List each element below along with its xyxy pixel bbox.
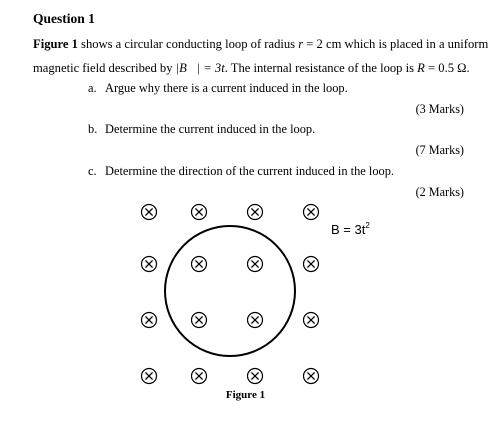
circle-cross-into-page-icon xyxy=(192,205,207,220)
radius-symbol: r xyxy=(298,37,304,51)
circle-cross-into-page-icon xyxy=(248,205,263,220)
field-equation-label xyxy=(331,221,370,237)
circle-cross-into-page-icon xyxy=(248,313,263,328)
circle-cross-into-page-icon xyxy=(192,313,207,328)
part-c-marks: (2 Marks) xyxy=(415,185,464,199)
part-a-marks: (3 Marks) xyxy=(415,102,464,116)
conducting-loop xyxy=(165,226,295,356)
field-equation-base: B = 3t xyxy=(331,222,366,237)
resistance-symbol: R xyxy=(417,61,425,75)
intro-text-2: magnetic field described by xyxy=(33,61,176,75)
resistance-value: = 0.5 Ω. xyxy=(424,61,470,75)
circle-cross-into-page-icon xyxy=(142,257,157,272)
part-b-marks: (7 Marks) xyxy=(415,143,464,157)
circle-cross-into-page-icon xyxy=(192,369,207,384)
circle-cross-into-page-icon xyxy=(142,369,157,384)
circle-cross-into-page-icon xyxy=(304,313,319,328)
circle-cross-into-page-icon xyxy=(192,257,207,272)
circle-cross-into-page-icon xyxy=(142,313,157,328)
circle-cross-into-page-icon xyxy=(248,257,263,272)
part-a-label: a. xyxy=(88,81,97,95)
circle-cross-into-page-icon xyxy=(142,205,157,220)
circle-cross-into-page-icon xyxy=(304,257,319,272)
intro-text-1: shows a circular conducting loop of radius xyxy=(77,37,299,51)
part-c-text: Determine the direction of the current induced in the loop. xyxy=(105,164,395,178)
figure-reference: Figure 1 xyxy=(33,37,78,51)
part-b-label: b. xyxy=(88,122,98,136)
part-c-label: c. xyxy=(88,164,97,178)
circle-cross-into-page-icon xyxy=(304,205,319,220)
intro-text-3: . The internal resistance of the loop is xyxy=(224,61,418,75)
field-expression: |B⃗| = 3t xyxy=(175,61,225,75)
part-a-text: Argue why there is a current induced in the loop. xyxy=(105,81,348,95)
question-title: Question 1 xyxy=(33,11,95,26)
field-equation-exponent: 2 xyxy=(365,221,370,230)
radius-value: = 2 cm which is placed in a uniform xyxy=(303,37,489,51)
circle-cross-into-page-icon xyxy=(248,369,263,384)
part-b-text: Determine the current induced in the loop. xyxy=(105,122,316,136)
circle-cross-into-page-icon xyxy=(304,369,319,384)
figure-caption: Figure 1 xyxy=(225,389,266,401)
